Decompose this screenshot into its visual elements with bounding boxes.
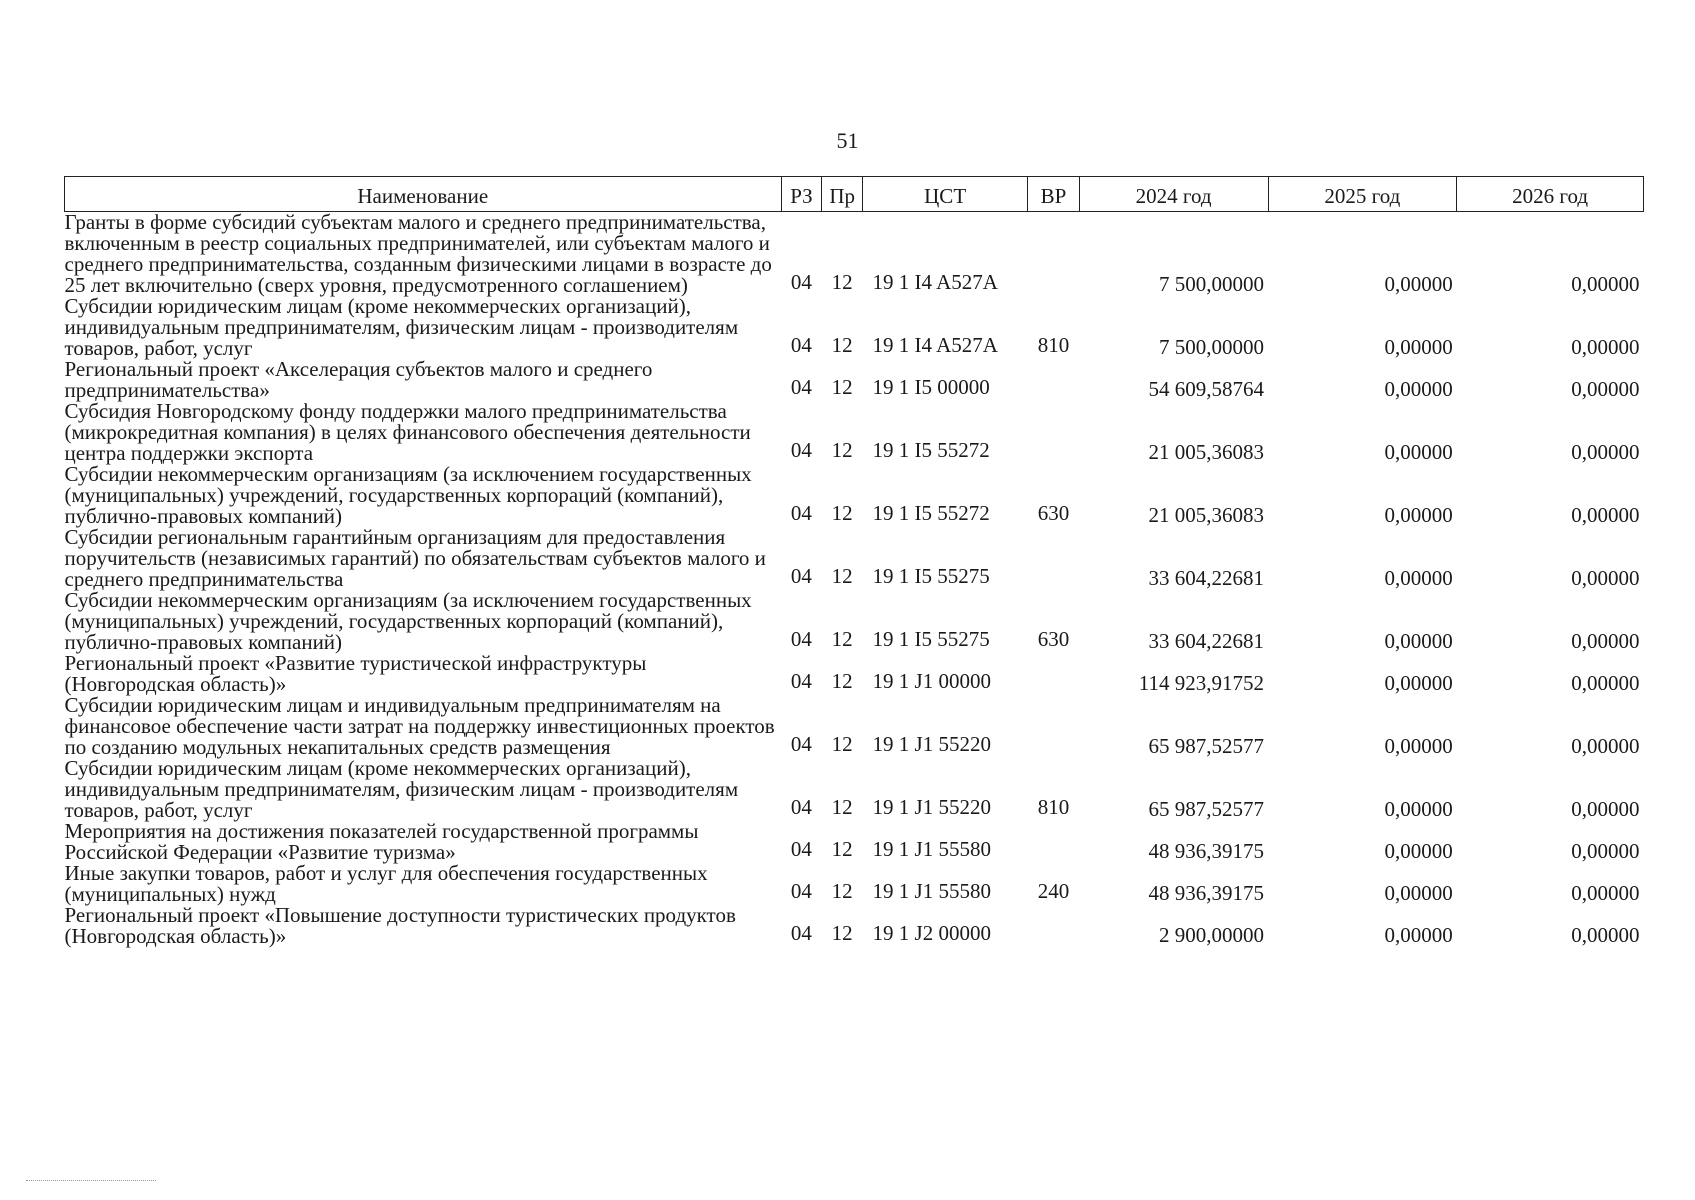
row-amount-2026: 0,00000 [1571, 923, 1640, 947]
row-amount-2025: 0,00000 [1384, 797, 1453, 821]
row-pr: 12 [831, 501, 853, 525]
row-pr: 12 [831, 837, 853, 861]
row-name: Мероприятия на достижения показателей государственной программы Российской Федерации «Развитие туризма» [64, 819, 699, 864]
row-name: Субсидии юридическим лицам (кроме некоммерческих организаций), индивидуальным предпринимателям, физическим лицам - производителям товаров, работ, услуг [64, 294, 739, 360]
row-amount-2025: 0,00000 [1384, 734, 1453, 758]
row-amount-2024: 114 923,91752 [1138, 671, 1264, 695]
row-rz: 04 [790, 564, 812, 588]
row-amount-2024: 21 005,36083 [1148, 440, 1264, 464]
row-amount-2025: 0,00000 [1384, 566, 1453, 590]
header-2026: 2026 год [1457, 177, 1644, 212]
row-vr: 240 [1037, 879, 1070, 903]
row-name: Субсидия Новгородскому фонду поддержки малого предпринимательства (микрокредитная компания) в целях финансового обеспечения деятельности центра поддержки экспорта [64, 399, 751, 465]
header-vr: ВР [1028, 177, 1079, 212]
table-row [65, 296, 1644, 359]
row-pr: 12 [831, 333, 853, 357]
row-amount-2026: 0,00000 [1571, 503, 1640, 527]
row-pr: 12 [831, 564, 853, 588]
table-row [65, 212, 1644, 297]
header-2025: 2025 год [1268, 177, 1457, 212]
row-amount-2025: 0,00000 [1384, 629, 1453, 653]
header-rz: РЗ [781, 177, 822, 212]
row-vr [1028, 527, 1079, 590]
row-rz: 04 [790, 270, 812, 294]
row-amount-2026: 0,00000 [1571, 734, 1640, 758]
row-amount-2026: 0,00000 [1571, 335, 1640, 359]
row-vr [1028, 905, 1079, 947]
row-pr: 12 [831, 879, 853, 903]
row-cst: 19 1 I5 55275 [872, 627, 990, 651]
row-cst: 19 1 J1 55220 [872, 795, 991, 819]
row-amount-2024: 65 987,52577 [1148, 734, 1264, 758]
row-amount-2024: 7 500,00000 [1159, 272, 1264, 296]
budget-table [64, 176, 1644, 947]
row-amount-2024: 33 604,22681 [1148, 629, 1264, 653]
row-cst: 19 1 I5 00000 [872, 375, 990, 399]
row-amount-2025: 0,00000 [1384, 671, 1453, 695]
table-row [65, 905, 1644, 947]
row-pr: 12 [831, 732, 853, 756]
row-amount-2026: 0,00000 [1571, 797, 1640, 821]
row-rz: 04 [790, 627, 812, 651]
row-amount-2026: 0,00000 [1571, 377, 1640, 401]
row-amount-2026: 0,00000 [1571, 839, 1640, 863]
row-name: Субсидии юридическим лицам (кроме некоммерческих организаций), индивидуальным предпринимателям, физическим лицам - производителям товаров, работ, услуг [64, 756, 739, 822]
table-row [65, 821, 1644, 863]
table-body [65, 212, 1644, 948]
row-name: Субсидии региональным гарантийным организациям для предоставления поручительств (независимых гарантий) по обязательствам субъектов малого и среднего предпринимательства [64, 525, 766, 591]
row-pr: 12 [831, 921, 853, 945]
row-amount-2025: 0,00000 [1384, 923, 1453, 947]
row-vr: 630 [1037, 627, 1070, 651]
row-amount-2024: 21 005,36083 [1148, 503, 1264, 527]
row-amount-2026: 0,00000 [1571, 272, 1640, 296]
row-amount-2026: 0,00000 [1571, 440, 1640, 464]
row-amount-2026: 0,00000 [1571, 881, 1640, 905]
row-cst: 19 1 I5 55275 [872, 564, 990, 588]
row-rz: 04 [790, 837, 812, 861]
row-name: Региональный проект «Акселерация субъектов малого и среднего предпринимательства» [64, 357, 653, 402]
table-row [65, 401, 1644, 464]
row-name: Региональный проект «Повышение доступности туристических продуктов (Новгородская область)» [64, 903, 736, 948]
row-vr: 810 [1037, 795, 1070, 819]
row-rz: 04 [790, 921, 812, 945]
row-rz: 04 [790, 732, 812, 756]
row-rz: 04 [790, 501, 812, 525]
footer-divider [26, 1180, 156, 1181]
row-cst: 19 1 I5 55272 [872, 438, 990, 462]
table-row [65, 359, 1644, 401]
row-pr: 12 [831, 795, 853, 819]
row-cst: 19 1 I4 A527A [872, 270, 998, 294]
row-vr [1028, 359, 1079, 401]
row-amount-2026: 0,00000 [1571, 629, 1640, 653]
row-amount-2024: 48 936,39175 [1148, 881, 1264, 905]
header-name: Наименование [65, 177, 782, 212]
row-vr: 630 [1037, 501, 1070, 525]
row-pr: 12 [831, 270, 853, 294]
row-rz: 04 [790, 795, 812, 819]
table-row [65, 758, 1644, 821]
row-vr [1028, 821, 1079, 863]
row-cst: 19 1 I5 55272 [872, 501, 990, 525]
row-amount-2025: 0,00000 [1384, 839, 1453, 863]
row-name: Субсидии некоммерческим организациям (за исключением государственных (муниципальных) учреждений, государственных корпораций (компаний), публично-правовых компаний) [64, 462, 752, 528]
row-amount-2024: 2 900,00000 [1159, 923, 1264, 947]
row-rz: 04 [790, 375, 812, 399]
row-pr: 12 [831, 438, 853, 462]
row-pr: 12 [831, 669, 853, 693]
row-rz: 04 [790, 879, 812, 903]
page-number: 51 [836, 128, 859, 153]
row-amount-2024: 33 604,22681 [1148, 566, 1264, 590]
row-rz: 04 [790, 669, 812, 693]
header-2024: 2024 год [1079, 177, 1268, 212]
row-amount-2024: 65 987,52577 [1148, 797, 1264, 821]
row-name: Субсидии некоммерческим организациям (за исключением государственных (муниципальных) учреждений, государственных корпораций (компаний), публично-правовых компаний) [64, 588, 752, 654]
row-cst: 19 1 J1 00000 [872, 669, 991, 693]
table-row [65, 590, 1644, 653]
row-vr [1028, 212, 1079, 297]
row-cst: 19 1 J2 00000 [872, 921, 991, 945]
row-name: Субсидии юридическим лицам и индивидуальным предпринимателям на финансовое обеспечение части затрат на поддержку инвестиционных проектов по созданию модульных некапитальных средств размещения [64, 693, 775, 759]
table-header [65, 177, 1644, 212]
header-pr: Пр [822, 177, 863, 212]
table-row [65, 527, 1644, 590]
row-cst: 19 1 J1 55580 [872, 837, 991, 861]
row-amount-2024: 54 609,58764 [1148, 377, 1264, 401]
row-pr: 12 [831, 627, 853, 651]
row-cst: 19 1 J1 55220 [872, 732, 991, 756]
row-cst: 19 1 I4 A527A [872, 333, 998, 357]
row-pr: 12 [831, 375, 853, 399]
row-amount-2024: 7 500,00000 [1159, 335, 1264, 359]
row-amount-2026: 0,00000 [1571, 566, 1640, 590]
row-rz: 04 [790, 438, 812, 462]
row-name: Региональный проект «Развитие туристической инфраструктуры (Новгородская область)» [64, 651, 647, 696]
row-name: Гранты в форме субсидий субъектам малого и среднего предпринимательства, включенным в реестр социальных предпринимателей, или субъектам малого и среднего предпринимательства, созданным физическими лицами в возрасте до 25 лет включительно (сверх уровня, предусмотренного соглашением) [64, 210, 772, 297]
row-vr [1028, 695, 1079, 758]
table-row [65, 464, 1644, 527]
table-row [65, 863, 1644, 905]
row-amount-2026: 0,00000 [1571, 671, 1640, 695]
row-amount-2025: 0,00000 [1384, 881, 1453, 905]
row-amount-2025: 0,00000 [1384, 377, 1453, 401]
row-amount-2025: 0,00000 [1384, 503, 1453, 527]
table-row [65, 653, 1644, 695]
row-amount-2025: 0,00000 [1384, 440, 1453, 464]
row-amount-2025: 0,00000 [1384, 272, 1453, 296]
table-row [65, 695, 1644, 758]
row-vr: 810 [1037, 333, 1070, 357]
row-amount-2025: 0,00000 [1384, 335, 1453, 359]
header-cst: ЦСТ [863, 177, 1028, 212]
row-amount-2024: 48 936,39175 [1148, 839, 1264, 863]
row-rz: 04 [790, 333, 812, 357]
row-vr [1028, 401, 1079, 464]
row-cst: 19 1 J1 55580 [872, 879, 991, 903]
row-vr [1028, 653, 1079, 695]
row-name: Иные закупки товаров, работ и услуг для обеспечения государственных (муниципальных) нужд [64, 861, 708, 906]
